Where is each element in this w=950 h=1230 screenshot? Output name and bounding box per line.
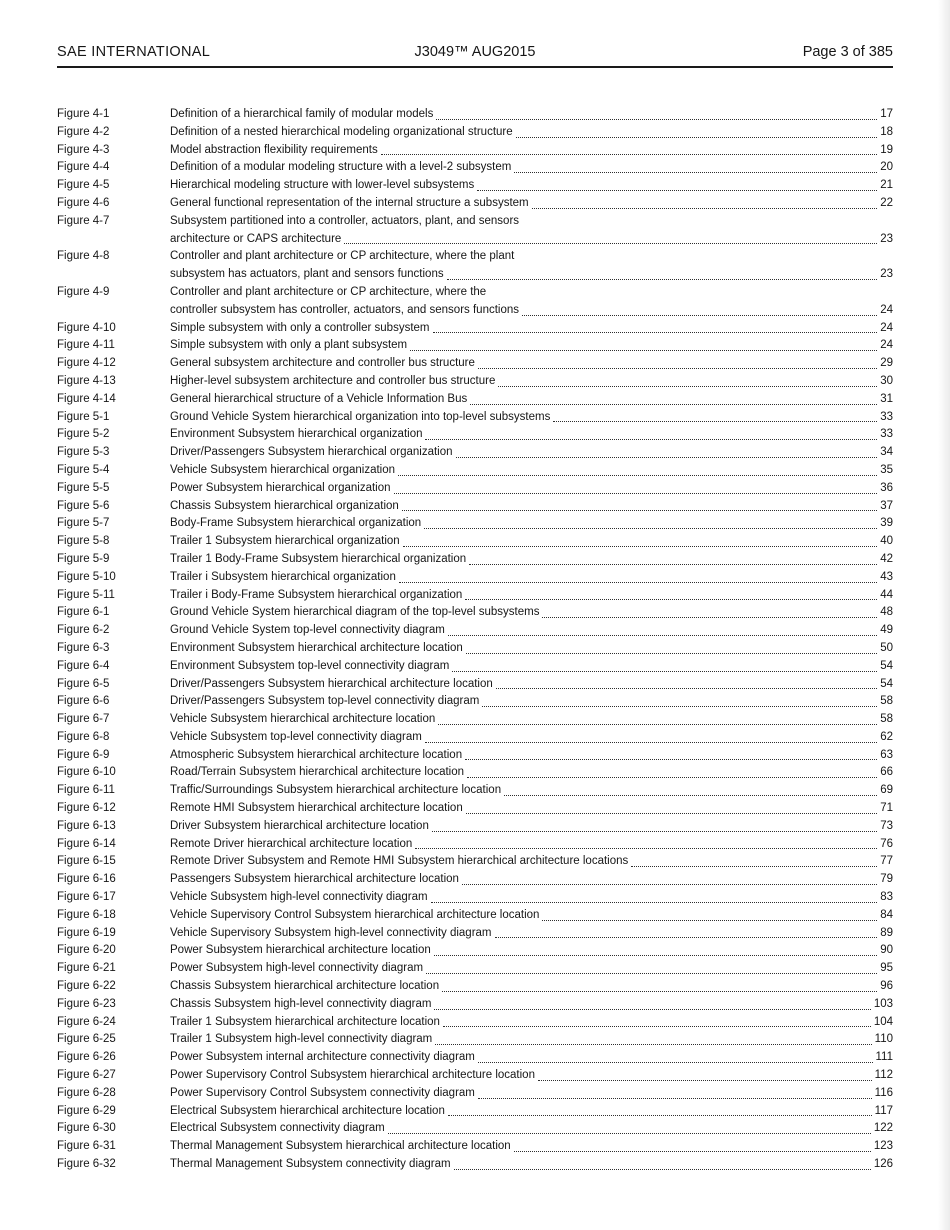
- figure-number: Figure 6-28: [57, 1086, 116, 1099]
- figure-title-text: Vehicle Supervisory Control Subsystem hierarchical architecture location: [170, 908, 540, 921]
- page-number: 18: [880, 125, 893, 138]
- figure-title-text: Trailer i Subsystem hierarchical organization: [170, 570, 396, 583]
- page-number: 49: [880, 624, 893, 637]
- dot-leader: [448, 618, 877, 636]
- figure-number: Figure 4-5: [57, 179, 110, 192]
- page-number: 20: [880, 161, 893, 174]
- page-number: 116: [874, 1086, 893, 1099]
- page-number: 117: [874, 1104, 893, 1117]
- page-number: 29: [880, 357, 893, 370]
- figure-title-block: [170, 284, 893, 320]
- dot-leader: [394, 476, 878, 494]
- dot-leader: [425, 422, 877, 440]
- page-number: 17: [880, 108, 893, 120]
- figure-number: Figure 4-12: [57, 357, 116, 370]
- figure-number: Figure 6-27: [57, 1069, 116, 1082]
- figure-title-text: Simple subsystem with only a controller subsystem: [170, 321, 430, 334]
- figure-title-text: Vehicle Subsystem hierarchical organization: [170, 463, 396, 476]
- figure-title-text: Remote HMI Subsystem hierarchical architecture location: [170, 802, 463, 815]
- figure-title-text: Remote Driver Subsystem and Remote HMI Subsystem hierarchical architecture locations: [170, 855, 629, 868]
- dot-leader: [462, 867, 877, 885]
- page-number: 50: [880, 641, 893, 654]
- figure-number: Figure 4-11: [57, 339, 115, 352]
- figure-title-text: Environment Subsystem top-level connectivity diagram: [170, 659, 450, 672]
- figure-title-text: Trailer 1 Subsystem hierarchical architecture location: [170, 1015, 440, 1028]
- figure-title-text: Power Supervisory Control Subsystem connectivity diagram: [170, 1086, 475, 1099]
- figure-entry: [57, 213, 893, 249]
- header-page-indicator: Page 3 of 385: [802, 44, 893, 60]
- dot-leader: [424, 511, 877, 529]
- figure-title-text: Atmospheric Subsystem hierarchical architecture location: [170, 748, 463, 761]
- figure-number: Figure 5-11: [57, 588, 115, 601]
- figure-number: Figure 6-31: [57, 1140, 116, 1153]
- figure-entry: [57, 284, 893, 320]
- figure-title-text: Environment Subsystem hierarchical architecture location: [170, 641, 463, 654]
- figure-title-text: Controller and plant architecture or CP architecture, where the: [170, 285, 487, 298]
- figure-title-text: General subsystem architecture and controller bus structure: [170, 357, 475, 370]
- dot-leader: [482, 689, 877, 707]
- page-number: 126: [873, 1158, 893, 1171]
- figure-number: Figure 6-22: [57, 980, 116, 993]
- figure-title-block: [170, 248, 893, 284]
- figure-title-text: controller subsystem has controller, actuators, and sensors functions: [170, 303, 520, 316]
- figure-number: Figure 6-11: [57, 784, 115, 797]
- dot-leader: [415, 832, 877, 850]
- page-number: 58: [880, 695, 893, 708]
- figure-title-text: Trailer i Body-Frame Subsystem hierarchical organization: [170, 588, 463, 601]
- page-number: 69: [880, 784, 893, 797]
- dot-leader: [470, 387, 877, 405]
- figure-title-block: [170, 1156, 893, 1174]
- figure-number: Figure 4-4: [57, 161, 110, 174]
- figure-title-line: [170, 266, 893, 284]
- dot-leader: [495, 921, 878, 939]
- dot-leader: [443, 1010, 871, 1028]
- dot-leader: [496, 672, 877, 690]
- page-number: 90: [880, 944, 893, 957]
- figure-title-text: General functional representation of the internal structure a subsystem: [170, 196, 529, 209]
- figure-title-text: Thermal Management Subsystem connectivity diagram: [170, 1158, 451, 1171]
- figure-title-text: Hierarchical modeling structure with lower-level subsystems: [170, 179, 475, 192]
- figure-title-text: Simple subsystem with only a plant subsystem: [170, 339, 408, 352]
- figure-title-line: [170, 231, 893, 249]
- page-number: 84: [880, 908, 893, 921]
- page-number: 79: [880, 873, 893, 886]
- figure-title-text: Vehicle Subsystem high-level connectivity diagram: [170, 891, 428, 904]
- figure-number: Figure 6-21: [57, 962, 116, 975]
- dot-leader: [381, 138, 877, 156]
- page-number: 30: [880, 374, 893, 387]
- dot-leader: [434, 992, 870, 1010]
- figure-title-text: Vehicle Supervisory Subsystem high-level connectivity diagram: [170, 926, 492, 939]
- dot-leader: [402, 494, 877, 512]
- figure-number: Figure 6-3: [57, 641, 110, 654]
- page-number: 19: [880, 143, 893, 156]
- figure-number: Figure 6-25: [57, 1033, 116, 1046]
- dot-leader: [478, 1045, 873, 1063]
- page-number: 23: [880, 232, 893, 245]
- dot-leader: [432, 814, 877, 832]
- page-number: 23: [880, 268, 893, 281]
- figure-title-text: Electrical Subsystem connectivity diagram: [170, 1122, 385, 1135]
- dot-leader: [425, 725, 877, 743]
- page-number: 62: [880, 730, 893, 743]
- dot-leader: [438, 707, 877, 725]
- figure-title-text: Trailer 1 Body-Frame Subsystem hierarchical organization: [170, 552, 467, 565]
- page-number: 77: [880, 855, 893, 868]
- dot-leader: [399, 565, 877, 583]
- dot-leader: [553, 405, 877, 423]
- figure-title-text: Chassis Subsystem hierarchical organization: [170, 499, 399, 512]
- dot-leader: [631, 849, 877, 867]
- figure-number: Figure 6-32: [57, 1158, 116, 1171]
- figure-number: Figure 6-8: [57, 730, 110, 743]
- figure-number: Figure 4-8: [57, 250, 110, 263]
- figure-number: Figure 4-1: [57, 108, 110, 120]
- figure-number: Figure 6-26: [57, 1051, 116, 1064]
- figure-number: Figure 6-29: [57, 1104, 116, 1117]
- page-number: 21: [880, 179, 893, 192]
- page-number: 63: [880, 748, 893, 761]
- page-number: 37: [880, 499, 893, 512]
- figure-number: Figure 6-6: [57, 695, 110, 708]
- page-number: 42: [880, 552, 893, 565]
- figure-number: Figure 5-6: [57, 499, 110, 512]
- dot-leader: [434, 938, 877, 956]
- figure-title-text: subsystem has actuators, plant and sensors functions: [170, 268, 444, 281]
- figure-number: Figure 6-19: [57, 926, 116, 939]
- figure-number: Figure 6-18: [57, 908, 116, 921]
- figure-number: Figure 5-10: [57, 570, 116, 583]
- page-number: 54: [880, 677, 893, 690]
- figure-number: Figure 4-9: [57, 285, 110, 298]
- page-number: 110: [874, 1033, 893, 1046]
- figure-number: Figure 6-9: [57, 748, 110, 761]
- dot-leader: [504, 778, 877, 796]
- dot-leader: [344, 227, 877, 245]
- dot-leader: [466, 636, 877, 654]
- figure-title-text: architecture or CAPS architecture: [170, 232, 342, 245]
- page-number: 33: [880, 428, 893, 441]
- dot-leader: [538, 1063, 872, 1081]
- figure-number: Figure 6-17: [57, 891, 116, 904]
- dot-leader: [466, 796, 877, 814]
- figure-title-text: Power Subsystem hierarchical architecture location: [170, 944, 431, 957]
- page-number: 43: [880, 570, 893, 583]
- figure-entry: [57, 1156, 893, 1174]
- dot-leader: [478, 1081, 872, 1099]
- figure-title-text: Thermal Management Subsystem hierarchical architecture location: [170, 1140, 511, 1153]
- figure-number: Figure 5-4: [57, 463, 110, 476]
- figure-number: Figure 6-13: [57, 819, 116, 832]
- page-number: 54: [880, 659, 893, 672]
- figure-number: Figure 4-3: [57, 143, 110, 156]
- page-number: 58: [880, 713, 893, 726]
- dot-leader: [436, 102, 877, 120]
- figure-number: Figure 6-5: [57, 677, 110, 690]
- figure-title-text: Remote Driver hierarchical architecture location: [170, 837, 413, 850]
- dot-leader: [433, 316, 878, 334]
- figure-entry: [57, 195, 893, 213]
- header-org: SAE INTERNATIONAL: [57, 44, 211, 60]
- page-number: 95: [880, 962, 893, 975]
- dot-leader: [456, 440, 878, 458]
- figure-title-text: Vehicle Subsystem top-level connectivity diagram: [170, 730, 422, 743]
- dot-leader: [452, 654, 877, 672]
- figure-title-text: Chassis Subsystem high-level connectivity diagram: [170, 997, 432, 1010]
- dot-leader: [532, 191, 878, 209]
- figure-title-text: Ground Vehicle System hierarchical diagram of the top-level subsystems: [170, 606, 540, 619]
- page-number: 104: [873, 1015, 893, 1028]
- page-number: 89: [880, 926, 893, 939]
- page-number: 36: [880, 481, 893, 494]
- figure-title-text: Traffic/Surroundings Subsystem hierarchical architecture location: [170, 784, 502, 797]
- figure-title-text: Road/Terrain Subsystem hierarchical architecture location: [170, 766, 465, 779]
- figure-title-text: Definition of a nested hierarchical modeling organizational structure: [170, 125, 513, 138]
- dot-leader: [403, 529, 878, 547]
- figure-title-text: Definition of a modular modeling structure with a level-2 subsystem: [170, 161, 512, 174]
- dot-leader: [388, 1116, 871, 1134]
- figure-number: Figure 6-10: [57, 766, 116, 779]
- figure-title-block: [170, 195, 893, 213]
- figure-title-text: General hierarchical structure of a Vehicle Information Bus: [170, 392, 468, 405]
- dot-leader: [431, 885, 878, 903]
- figure-entry: [57, 248, 893, 284]
- figure-number: Figure 4-7: [57, 214, 110, 227]
- page-number: 22: [880, 196, 893, 209]
- page-number: 24: [880, 339, 893, 352]
- dot-leader: [478, 351, 877, 369]
- dot-leader: [448, 1099, 872, 1117]
- figure-title-text: Power Subsystem hierarchical organization: [170, 481, 391, 494]
- figure-title-text: Chassis Subsystem hierarchical architecture location: [170, 980, 440, 993]
- page-number: 76: [880, 837, 893, 850]
- page-number: 35: [880, 463, 893, 476]
- figure-number: Figure 6-1: [57, 606, 110, 619]
- figure-title-line: [170, 1156, 893, 1174]
- dot-leader: [522, 298, 877, 316]
- page-number: 48: [880, 606, 893, 619]
- figure-number: Figure 5-1: [57, 410, 110, 423]
- figure-title-text: Driver/Passengers Subsystem hierarchical architecture location: [170, 677, 493, 690]
- figure-number: Figure 6-30: [57, 1122, 116, 1135]
- figure-title-text: Ground Vehicle System top-level connectivity diagram: [170, 624, 445, 637]
- page-number: 24: [880, 321, 893, 334]
- figure-title-text: Power Subsystem internal architecture connectivity diagram: [170, 1051, 475, 1064]
- dot-leader: [467, 760, 877, 778]
- figure-number: Figure 6-4: [57, 659, 110, 672]
- list-of-figures: [57, 106, 893, 1174]
- figure-title-text: Definition of a hierarchical family of modular models: [170, 108, 434, 120]
- figure-title-text: Body-Frame Subsystem hierarchical organization: [170, 517, 422, 530]
- figure-title-text: Driver/Passengers Subsystem hierarchical organization: [170, 446, 453, 459]
- figure-number: Figure 5-2: [57, 428, 110, 441]
- dot-leader: [514, 1134, 871, 1152]
- page-number: 24: [880, 303, 893, 316]
- scan-edge-shading: [938, 0, 950, 1230]
- dot-leader: [516, 120, 878, 138]
- figure-number: Figure 4-6: [57, 196, 110, 209]
- figure-number: Figure 6-12: [57, 802, 116, 815]
- page-number: 34: [880, 446, 893, 459]
- header-doc-number: J3049™ AUG2015: [414, 44, 536, 60]
- figure-title-line: [170, 195, 893, 213]
- figure-title-text: Power Subsystem high-level connectivity diagram: [170, 962, 424, 975]
- figure-title-text: Electrical Subsystem hierarchical architecture location: [170, 1104, 445, 1117]
- figure-title-text: Driver/Passengers Subsystem top-level connectivity diagram: [170, 695, 480, 708]
- figure-number: Figure 5-3: [57, 446, 110, 459]
- figure-title-text: Power Supervisory Control Subsystem hierarchical architecture location: [170, 1069, 535, 1082]
- figure-number: Figure 5-8: [57, 535, 110, 548]
- dot-leader: [465, 583, 877, 601]
- figure-number: Figure 6-7: [57, 713, 110, 726]
- figure-title-text: Subsystem partitioned into a controller, actuators, plant, and sensors: [170, 214, 520, 227]
- figure-number: Figure 6-23: [57, 997, 116, 1010]
- figure-title-text: Controller and plant architecture or CP architecture, where the plant: [170, 250, 515, 263]
- page-number: 96: [880, 980, 893, 993]
- page-number: 44: [880, 588, 893, 601]
- figure-number: Figure 6-15: [57, 855, 116, 868]
- dot-leader: [465, 743, 877, 761]
- page-number: 40: [880, 535, 893, 548]
- figure-title-block: [170, 213, 893, 249]
- figure-number: Figure 5-5: [57, 481, 110, 494]
- page-number: 123: [873, 1140, 893, 1153]
- figure-title-text: Ground Vehicle System hierarchical organization into top-level subsystems: [170, 410, 551, 423]
- figure-number: Figure 5-7: [57, 517, 110, 530]
- dot-leader: [435, 1027, 871, 1045]
- dot-leader: [426, 956, 877, 974]
- figure-number: Figure 6-24: [57, 1015, 116, 1028]
- dot-leader: [454, 1152, 871, 1170]
- dot-leader: [398, 458, 877, 476]
- dot-leader: [542, 600, 877, 618]
- figure-title-text: Environment Subsystem hierarchical organization: [170, 428, 423, 441]
- page-header: [57, 44, 893, 68]
- page-number: 83: [880, 891, 893, 904]
- page-number: 122: [873, 1122, 893, 1135]
- page-number: 103: [873, 997, 893, 1010]
- dot-leader: [442, 974, 877, 992]
- dot-leader: [469, 547, 877, 565]
- dot-leader: [477, 173, 877, 191]
- figure-number: Figure 4-14: [57, 392, 116, 405]
- dot-leader: [410, 333, 877, 351]
- figure-title-text: Higher-level subsystem architecture and controller bus structure: [170, 374, 496, 387]
- figure-number: Figure 6-14: [57, 837, 116, 850]
- page-number: 31: [880, 392, 893, 405]
- figure-number: Figure 6-20: [57, 944, 116, 957]
- page-number: 71: [880, 802, 893, 815]
- figure-title-text: Passengers Subsystem hierarchical architecture location: [170, 873, 459, 886]
- figure-number: Figure 4-13: [57, 374, 116, 387]
- figure-number: Figure 6-16: [57, 873, 116, 886]
- figure-title-text: Vehicle Subsystem hierarchical architecture location: [170, 713, 436, 726]
- figure-number: Figure 6-2: [57, 624, 110, 637]
- figure-number: Figure 4-2: [57, 125, 110, 138]
- figure-title-text: Model abstraction flexibility requirements: [170, 143, 378, 156]
- page-number: 66: [880, 766, 893, 779]
- dot-leader: [542, 903, 877, 921]
- page-number: 39: [880, 517, 893, 530]
- figure-number: Figure 4-10: [57, 321, 116, 334]
- figure-title-text: Trailer 1 Subsystem hierarchical organization: [170, 535, 400, 548]
- page-number: 33: [880, 410, 893, 423]
- figure-title-text: Trailer 1 Subsystem high-level connectivity diagram: [170, 1033, 433, 1046]
- figure-number: Figure 5-9: [57, 552, 110, 565]
- page-number: 111: [875, 1051, 893, 1064]
- figure-title-text: Driver Subsystem hierarchical architecture location: [170, 819, 429, 832]
- page-number: 112: [874, 1069, 893, 1082]
- dot-leader: [447, 262, 878, 280]
- dot-leader: [514, 155, 877, 173]
- dot-leader: [498, 369, 877, 387]
- page-number: 73: [880, 819, 893, 832]
